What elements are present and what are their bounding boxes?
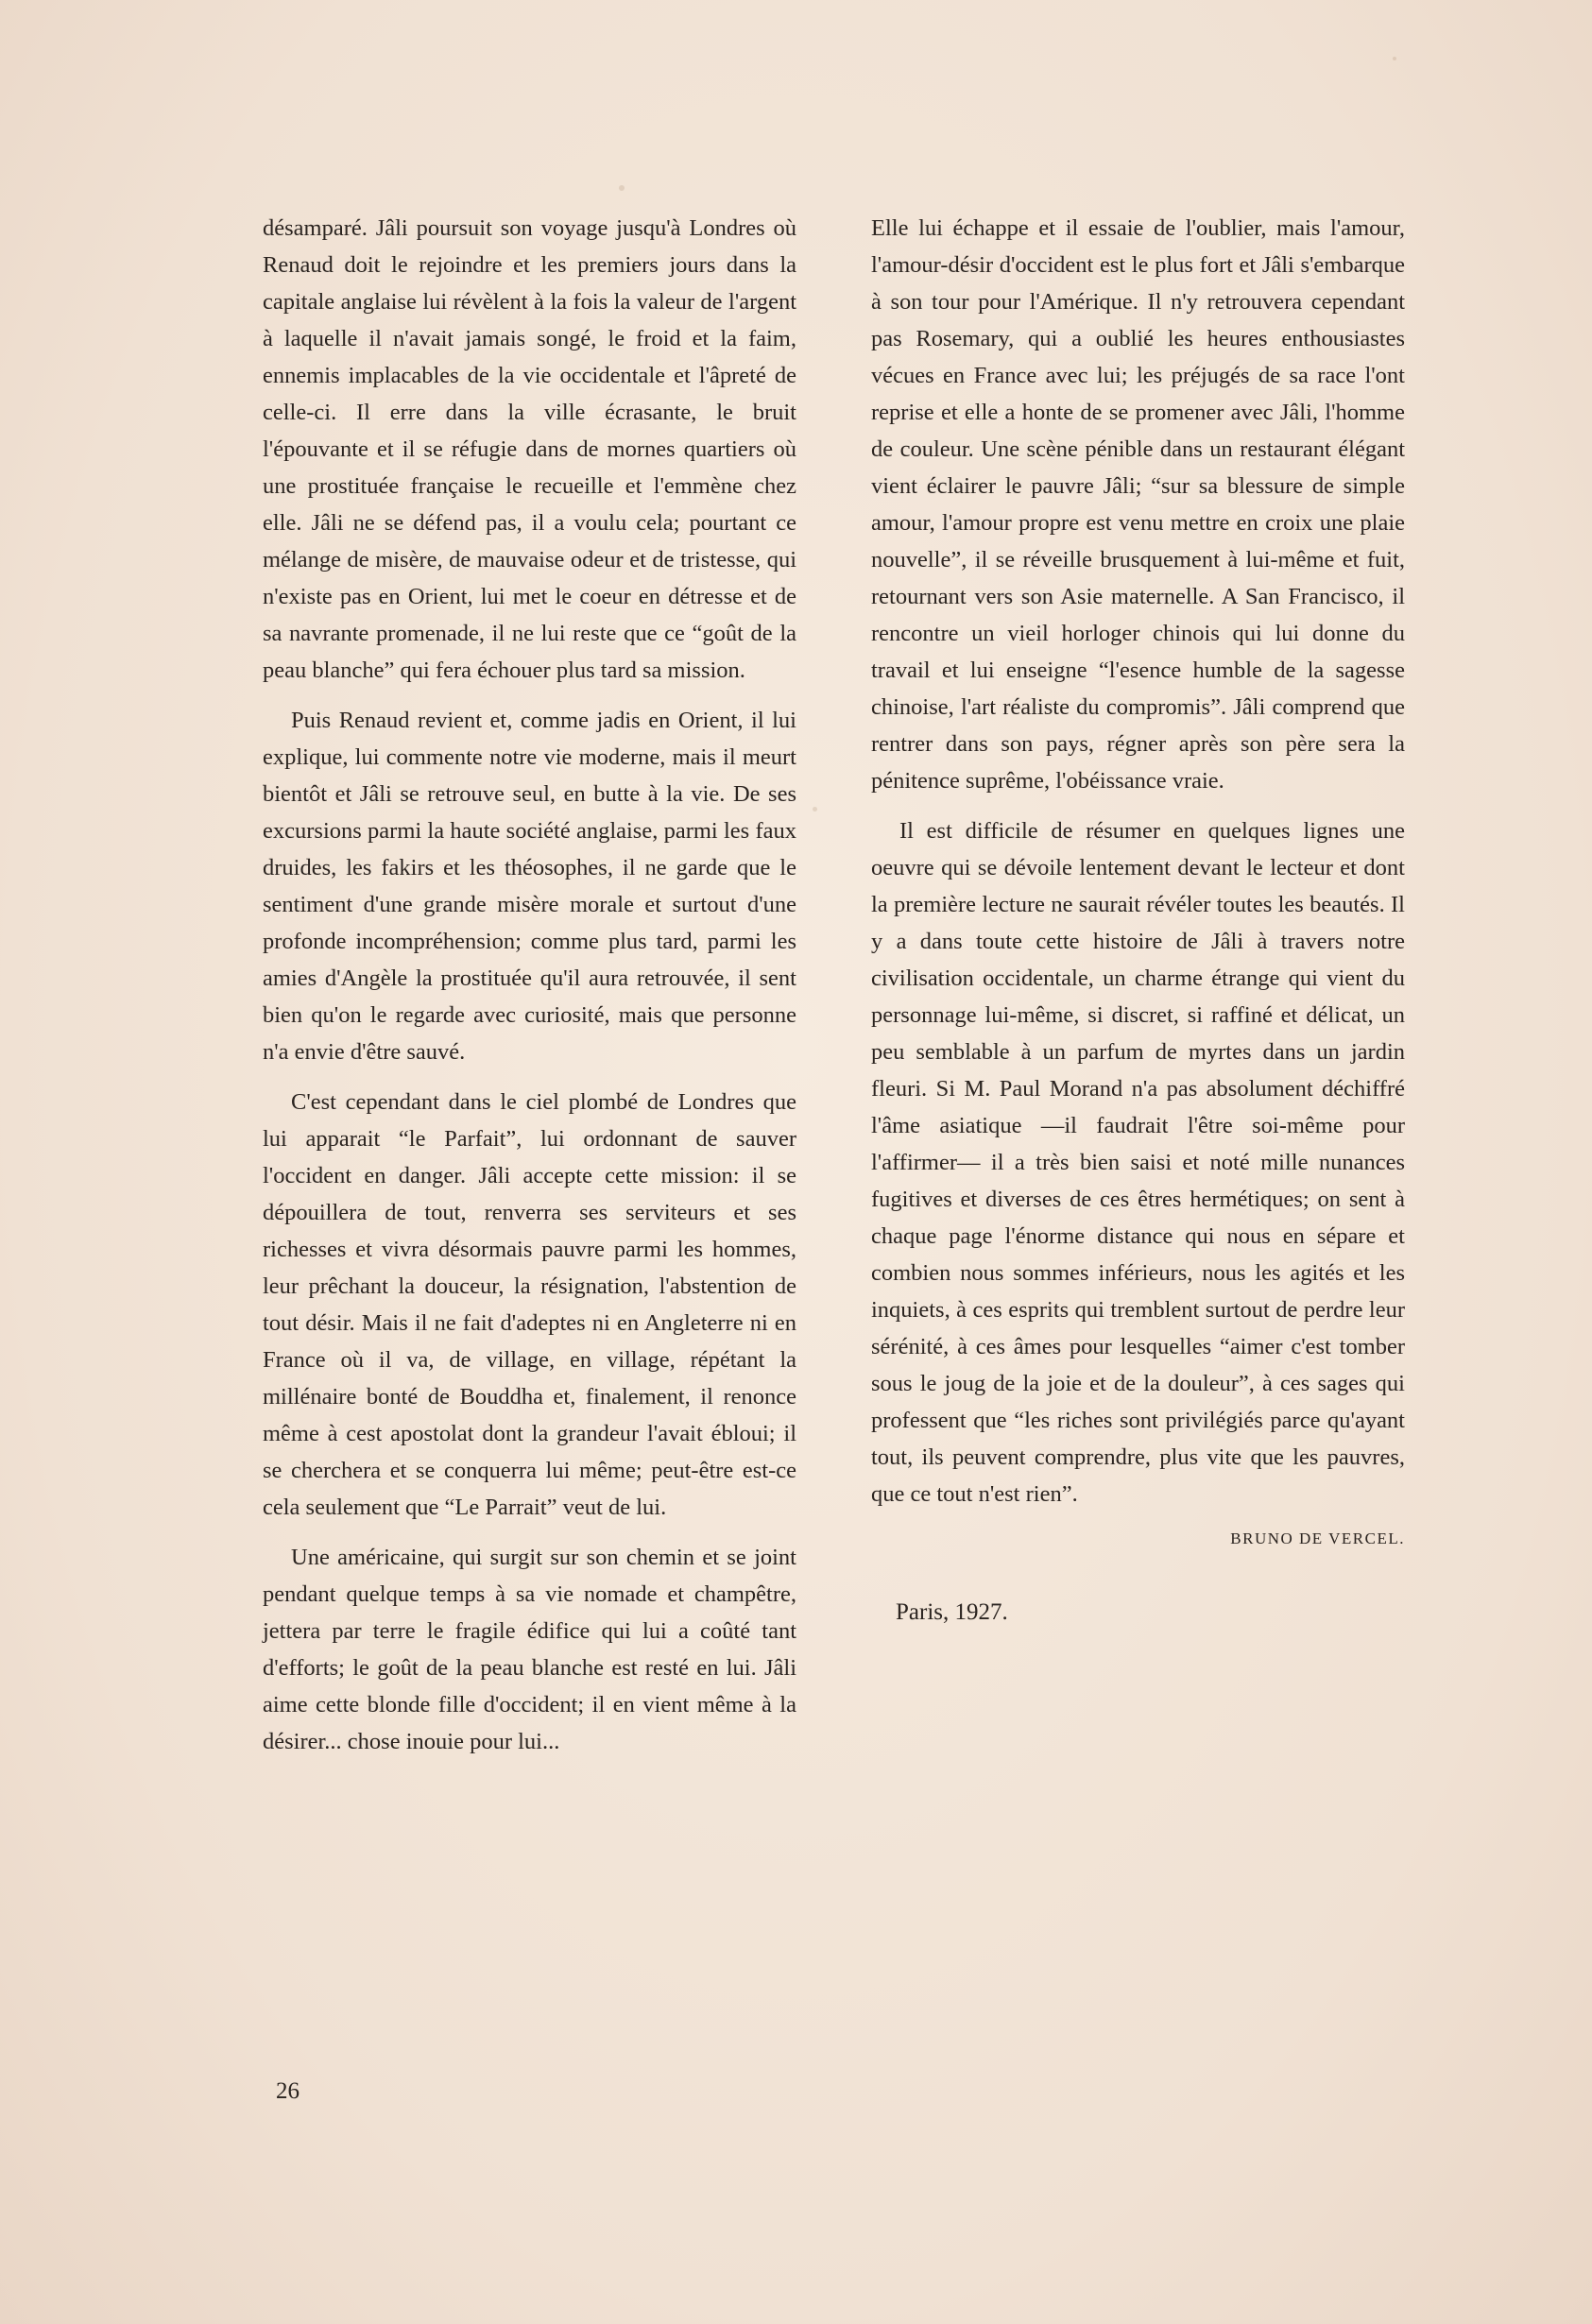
left-paragraph-4: Une américaine, qui surgit sur son chemin et se joint pendant quelque temps à sa vie nomade et champêtre, jettera par terre le fragile édifice qui lui a coûté tant d'efforts; le goût de la peau blanche est resté en lui. Jâli aime cette blonde fille d'occident; il en vient même à la désirer... chose inouie pour lui... — [263, 1545, 796, 1754]
page-number: 26 — [276, 2078, 300, 2104]
paper-stain — [619, 185, 625, 191]
author-signature: BRUNO DE VERCEL. — [1230, 1529, 1405, 1547]
left-paragraph-1: désamparé. Jâli poursuit son voyage jusqu'à Londres où Renaud doit le rejoindre et les premiers jours dans la capitale anglaise lui révèlent à la fois la valeur de l'argent à laquelle il n'avait jamais songé, le froid et la faim, ennemis implacables de la vie occidentale et l'âpreté de celle-ci. Il erre dans la ville écrasante, le bruit l'épouvante et il se réfugie dans de mornes quartiers où une prostituée française le recueille et l'emmène chez elle. Jâli ne se défend pas, il a voulu cela; pourtant ce mélange de misère, de mauvaise odeur et de tristesse, qui n'existe pas en Orient, lui met le coeur en détresse et de sa navrante promenade, il ne lui reste que ce “goût de la peau blanche” qui fera échouer plus tard sa mission. — [263, 215, 796, 683]
right-paragraph-1: Elle lui échappe et il essaie de l'oublier, mais l'amour, l'amour-désir d'occident est le plus fort et Jâli s'embarque à son tour pour l'Amérique. Il n'y retrouvera cependant pas Rosemary, qui a oublié les heures enthousiastes vécues en France avec lui; les préjugés de sa race l'ont reprise et elle a honte de se promener avec Jâli, l'homme de couleur. Une scène pénible dans un restaurant élégant vient éclairer le pauvre Jâli; “sur sa blessure de simple amour, l'amour propre est venu mettre en croix une plaie nouvelle”, il se réveille brusquement à lui-même et fuit, retournant vers son Asie maternelle. A San Francisco, il rencontre un vieil horloger chinois qui lui donne du travail et lui enseigne “l'esence humble de la sagesse chinoise, l'art réaliste du compromis”. Jâli comprend que rentrer dans son pays, régner après son père sera la pénitence suprême, l'obéissance vraie. — [871, 215, 1405, 794]
left-paragraph-3: C'est cependant dans le ciel plombé de Londres que lui apparait “le Parfait”, lui ordonnant de sauver l'occident en danger. Jâli accepte cette mission: il se dépouillera de tout, renverra ses serviteurs et ses richesses et vivra désormais pauvre parmi les hommes, leur prêchant la douceur, la résignation, l'abstention de tout désir. Mais il ne fait d'adeptes ni en Angleterre ni en France où il va, de village, en village, répétant la millénaire bonté de Bouddha et, finalement, il renonce même à cest apostolat dont la grandeur l'avait ébloui; il se cherchera et se conquerra lui même; peut-être est-ce cela seulement que “Le Parrait” veut de lui. — [263, 1089, 796, 1520]
left-paragraph-2: Puis Renaud revient et, comme jadis en Orient, il lui explique, lui commente notre vie moderne, mais il meurt bientôt et Jâli se retrouve seul, en butte à la vie. De ses excursions parmi la haute société anglaise, parmi les faux druides, les fakirs et les théosophes, il ne garde que le sentiment d'une grande misère morale et surtout d'une profonde incompréhension; comme plus tard, parmi les amies d'Angèle la prostituée qu'il aura retrouvée, il sent bien qu'on le regarde avec curiosité, mais que personne n'a envie d'être sauvé. — [263, 708, 796, 1065]
left-column — [263, 210, 796, 1773]
place-and-date: Paris, 1927. — [896, 1599, 1008, 1625]
paper-stain — [813, 807, 817, 812]
right-paragraph-2: Il est difficile de résumer en quelques lignes une oeuvre qui se dévoile lentement devant le lecteur et dont la première lecture ne saurait révéler toutes les beautés. Il y a dans toute cette histoire de Jâli à travers notre civilisation occidentale, un charme étrange qui vient du personnage lui-même, si discret, si raffiné et délicat, un peu semblable à un parfum de myrtes dans un jardin fleuri. Si M. Paul Morand n'a pas absolument déchiffré l'âme asiatique —il faudrait l'être soi-même pour l'affirmer— il a très bien saisi et noté mille nunances fugitives et diverses de ces êtres hermétiques; on sent à chaque page l'énorme distance qui nous en sépare et combien nous sommes inférieurs, nous les agités et les inquiets, à ces esprits qui tremblent surtout de perdre leur sérénité, à ces âmes pour lesquelles “aimer c'est tomber sous le joug de la joie et de la douleur”, à ces sages qui professent que “les riches sont privilégiés parce qu'ayant tout, ils peuvent comprendre, plus vite que les pauvres, que ce tout n'est rien”. — [871, 818, 1405, 1507]
paper-stain — [1393, 57, 1396, 60]
right-column — [871, 210, 1405, 1631]
